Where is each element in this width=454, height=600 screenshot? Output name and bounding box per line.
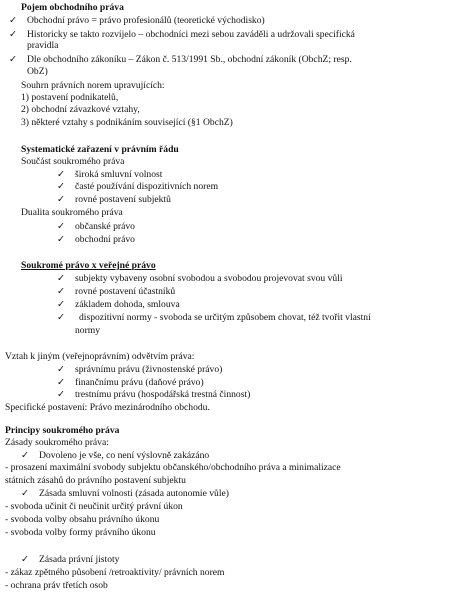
bullet-item: Dle obchodního zákoníku – Zákon č. 513/1991 Sb., obchodní zákoník (ObchZ; resp.	[27, 54, 352, 65]
checkmark-icon: ✓	[57, 169, 65, 180]
bullet-item: subjekty vybaveny osobní svobodou a svobodou projevovat svou vůli	[75, 273, 343, 284]
dash-item: - prosazení maximální svobody subjektu občanského/obchodního práva a minimalizace	[5, 462, 341, 473]
bullet-item: široká smluvní volnost	[75, 169, 163, 180]
section-heading-principy: Principy soukromého práva	[5, 425, 120, 436]
subheading: Dualita soukromého práva	[21, 207, 123, 218]
checkmark-icon: ✓	[21, 554, 29, 565]
checkmark-icon: ✓	[57, 377, 65, 388]
dash-item: - zákaz zpětného působení /retroaktivity/ právních norem	[5, 567, 225, 578]
bullet-item: dispozitivní normy - svoboda se určitým způsobem chovat, též tvořit vlastní	[79, 312, 371, 323]
bullet-item-continuation: ObZ)	[27, 66, 48, 77]
section-heading-pojem: Pojem obchodního práva	[21, 2, 124, 13]
numbered-item: 3) některé vztahy s podnikáním související (§1 ObchZ)	[21, 117, 233, 128]
bullet-item: občanské právo	[75, 221, 135, 232]
principle-item: Zásada právní jistoty	[39, 554, 120, 565]
checkmark-icon: ✓	[57, 312, 65, 323]
checkmark-icon: ✓	[57, 194, 65, 205]
numbered-item: 1) postavení podnikatelů,	[21, 92, 119, 103]
checkmark-icon: ✓	[57, 286, 65, 297]
dash-item: - ochrana práv třetích osob	[5, 580, 108, 591]
checkmark-icon: ✓	[57, 364, 65, 375]
principle-item: Dovoleno je vše, co není výslovně zakázáno	[39, 450, 210, 461]
bullet-item: Historicky se takto rozvíjelo – obchodníci mezi sebou zaváděli a udržovali specifická	[27, 29, 355, 40]
checkmark-icon: ✓	[9, 29, 17, 40]
bullet-item-continuation: normy	[75, 325, 101, 336]
checkmark-icon: ✓	[9, 15, 17, 26]
dash-item-continuation: státních zásahů do právního postavení subjektu	[5, 475, 186, 486]
checkmark-icon: ✓	[57, 273, 65, 284]
checkmark-icon: ✓	[21, 488, 29, 499]
numbered-item: 2) obchodní závazkové vztahy,	[21, 104, 140, 115]
subheading: Součást soukromého práva	[21, 156, 125, 167]
checkmark-icon: ✓	[9, 54, 17, 65]
bullet-item: trestnímu právu (hospodářská trestná činnost)	[75, 389, 251, 400]
bullet-item-continuation: pravidla	[27, 40, 59, 51]
bullet-item: rovné postavení účastníků	[75, 286, 176, 297]
dash-item: - svoboda volby obsahu právního úkonu	[5, 514, 160, 525]
checkmark-icon: ✓	[57, 221, 65, 232]
dash-item: - svoboda volby formy právního úkonu	[5, 527, 156, 538]
paragraph: Specifické postavení: Právo mezinárodního obchodu.	[5, 402, 210, 413]
bullet-item: časté používání dispozitivních norem	[75, 181, 219, 192]
principle-item: Zásada smluvní volnosti (zásada autonomie vůle)	[39, 488, 229, 499]
dash-item: - svoboda učinit či neučinit určitý právní úkon	[5, 501, 183, 512]
section-heading-soukrome-verejne: Soukromé právo x veřejné právo	[21, 260, 156, 271]
bullet-item: Obchodní právo = právo profesionálů (teoretické východisko)	[27, 15, 265, 26]
bullet-item: rovné postavení subjektů	[75, 194, 171, 205]
subheading: Zásady soukromého práva:	[5, 437, 109, 448]
bullet-item: finančnímu právu (daňové právo)	[75, 377, 204, 388]
section-heading-systematicke: Systematické zařazení v právním řádu	[21, 144, 179, 155]
bullet-item: základem dohoda, smlouva	[75, 299, 180, 310]
bullet-item: obchodní právo	[75, 234, 135, 245]
paragraph: Souhrn právních norem upravujících:	[21, 80, 165, 91]
checkmark-icon: ✓	[21, 450, 29, 461]
checkmark-icon: ✓	[57, 181, 65, 192]
paragraph: Vztah k jiným (veřejnoprávním) odvětvím práva:	[5, 351, 195, 362]
bullet-item: správnímu právu (živnostenské právo)	[75, 364, 223, 375]
checkmark-icon: ✓	[57, 299, 65, 310]
checkmark-icon: ✓	[57, 389, 65, 400]
checkmark-icon: ✓	[57, 234, 65, 245]
